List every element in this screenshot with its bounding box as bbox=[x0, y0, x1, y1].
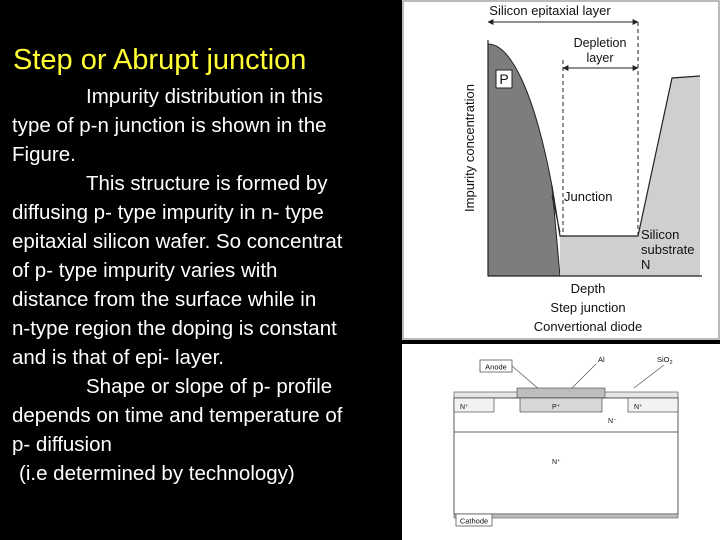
text-line: p- diffusion bbox=[12, 433, 112, 456]
p-plus-label: P⁺ bbox=[552, 404, 561, 411]
slide-title: Step or Abrupt junction bbox=[13, 44, 307, 76]
al-label: Al bbox=[598, 355, 605, 364]
sio2-label: SiO$_2$ bbox=[657, 355, 673, 366]
caption-conventional-diode: Convertional diode bbox=[533, 319, 643, 334]
epi-layer-label: Silicon epitaxial layer bbox=[489, 3, 611, 18]
text-line: distance from the surface while in bbox=[12, 288, 317, 311]
cathode-label: Cathode bbox=[459, 516, 489, 526]
epi-n-layer bbox=[560, 236, 638, 276]
wafer-body bbox=[454, 398, 678, 514]
text-line: type of p-n junction is shown in the bbox=[12, 114, 327, 137]
anode-label: Anode bbox=[485, 362, 507, 372]
text-line: and is that of epi- layer. bbox=[12, 346, 224, 369]
impurity-profile-diagram bbox=[402, 0, 720, 340]
body-text bbox=[12, 82, 412, 488]
x-axis-label: Depth bbox=[570, 281, 606, 296]
text-line: epitaxial silicon wafer. So concentrat bbox=[12, 230, 343, 253]
depletion-label-1: Depletion bbox=[573, 36, 627, 50]
text-line: (i.e determined by technology) bbox=[19, 462, 295, 485]
diode-cross-section-diagram bbox=[402, 344, 720, 540]
impurity-profile-figure bbox=[402, 0, 720, 340]
n-minus-label: N⁻ bbox=[608, 418, 617, 425]
text-line: Shape or slope of p- profile bbox=[86, 375, 333, 398]
n-plus-left-label: N⁺ bbox=[460, 404, 469, 411]
n-plus-substrate-label: N⁺ bbox=[552, 459, 561, 466]
text-line: n-type region the doping is constant bbox=[12, 317, 337, 340]
text-line: depends on time and temperature of bbox=[12, 404, 343, 427]
p-label: P bbox=[499, 71, 509, 87]
text-line: This structure is formed by bbox=[86, 172, 328, 195]
aluminum-contact bbox=[517, 388, 605, 398]
caption-step-junction: Step junction bbox=[550, 300, 626, 315]
anode-pointer bbox=[512, 366, 540, 390]
text-line: diffusing p- type impurity in n- type bbox=[12, 201, 324, 224]
sio2-pointer bbox=[634, 365, 664, 388]
text-line: Impurity distribution in this bbox=[86, 85, 323, 108]
substrate-label-3: N bbox=[641, 257, 651, 272]
y-axis-label: Impurity concentration bbox=[462, 84, 477, 212]
junction-label: Junction bbox=[564, 189, 613, 204]
substrate-label-2: substrate bbox=[641, 242, 695, 257]
al-pointer bbox=[572, 364, 596, 388]
diode-cross-section-figure bbox=[402, 344, 720, 540]
n-plus-right-label: N⁺ bbox=[634, 404, 643, 411]
p-plus-region bbox=[520, 398, 602, 412]
depletion-label-2: layer bbox=[586, 51, 614, 65]
text-line: of p- type impurity varies with bbox=[12, 259, 278, 282]
text-line: Figure. bbox=[12, 143, 76, 166]
substrate-label-1: Silicon bbox=[641, 227, 680, 242]
